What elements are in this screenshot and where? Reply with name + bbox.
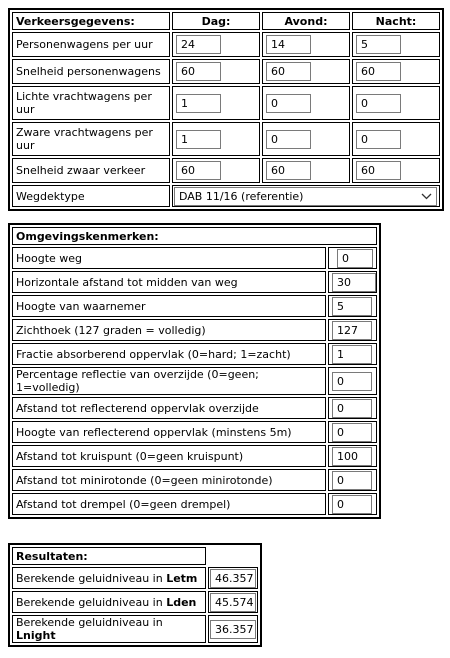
result-row-lden (12, 591, 258, 613)
absorbing-fraction-input[interactable] (332, 345, 372, 364)
result-label-prefix: Berekende geluidniveau in (16, 595, 163, 609)
result-label-unit: Letm (166, 571, 198, 585)
traffic-row-label: Personenwagens per uur (12, 32, 170, 57)
heavy-trucks-day-input[interactable] (176, 130, 221, 149)
heavy-speed-night-input[interactable] (356, 161, 401, 180)
result-value-letm: 46.357 (210, 569, 256, 588)
view-angle-input[interactable] (332, 321, 372, 340)
env-row-label: Fractie absorberend oppervlak (0=hard; 1=zacht) (12, 343, 326, 365)
heavy-speed-evening-input[interactable] (266, 161, 311, 180)
light-trucks-night-input[interactable] (356, 94, 401, 113)
result-label-prefix: Berekende geluidniveau in (16, 616, 163, 629)
env-row-label: Afstand tot drempel (0=geen drempel) (12, 493, 326, 515)
result-value-lnight: 36.357 (210, 620, 256, 639)
passenger-speed-night-input[interactable] (356, 62, 401, 81)
traffic-row-label: Lichte vrachtwagens per uur (12, 86, 170, 120)
result-label-prefix: Berekende geluidniveau in (16, 571, 163, 585)
roundabout-distance-input[interactable] (332, 471, 372, 490)
result-row-label (12, 591, 206, 613)
env-row-speed-bump-distance (12, 493, 377, 515)
reflecting-height-input[interactable] (332, 423, 372, 442)
environment-table (8, 223, 381, 519)
env-row-absorbing-fraction (12, 343, 377, 365)
traffic-data-table (8, 8, 444, 211)
light-trucks-evening-input[interactable] (266, 94, 311, 113)
light-trucks-day-input[interactable] (176, 94, 221, 113)
result-row-lnight (12, 615, 258, 643)
env-row-label: Afstand tot minirotonde (0=geen minirotonde) (12, 469, 326, 491)
speed-bump-distance-input[interactable] (332, 495, 372, 514)
environment-title: Omgevingskenmerken: (12, 227, 377, 245)
heavy-speed-day-input[interactable] (176, 161, 221, 180)
traffic-row-passenger-cars (12, 32, 440, 57)
env-row-observer-height (12, 295, 377, 317)
env-row-reflecting-distance (12, 397, 377, 419)
result-row-letm (12, 567, 258, 589)
results-table (8, 543, 262, 647)
observer-height-input[interactable] (332, 297, 372, 316)
column-header-day: Dag: (172, 12, 260, 30)
passenger-speed-day-input[interactable] (176, 62, 221, 81)
passenger-cars-day-input[interactable] (176, 35, 221, 54)
env-row-label: Hoogte van reflecterend oppervlak (minstens 5m) (12, 421, 326, 443)
traffic-row-heavy-speed (12, 158, 440, 183)
reflecting-distance-input[interactable] (332, 399, 372, 418)
env-row-label: Hoogte van waarnemer (12, 295, 326, 317)
env-row-reflection-percentage (12, 367, 377, 395)
env-row-label: Percentage reflectie van overzijde (0=geen; 1=volledig) (12, 367, 326, 395)
result-value-lden: 45.574 (210, 593, 256, 612)
result-label-unit: Lnight (16, 629, 56, 642)
env-row-intersection-distance (12, 445, 377, 467)
traffic-title: Verkeersgegevens: (12, 12, 170, 30)
env-row-label: Hoogte weg (12, 247, 326, 269)
road-surface-select[interactable] (174, 187, 437, 206)
env-row-roundabout-distance (12, 469, 377, 491)
env-row-horizontal-distance (12, 271, 377, 293)
road-height-input[interactable] (337, 249, 373, 268)
passenger-cars-night-input[interactable] (356, 35, 401, 54)
env-row-road-height (12, 247, 377, 269)
traffic-row-label: Zware vrachtwagens per uur (12, 122, 170, 156)
traffic-row-heavy-trucks (12, 122, 440, 156)
traffic-row-label: Snelheid personenwagens (12, 59, 170, 84)
heavy-trucks-evening-input[interactable] (266, 130, 311, 149)
traffic-row-light-trucks (12, 86, 440, 120)
env-row-view-angle (12, 319, 377, 341)
result-row-label (12, 615, 206, 643)
env-row-label: Zichthoek (127 graden = volledig) (12, 319, 326, 341)
column-header-evening: Avond: (262, 12, 350, 30)
env-row-label: Afstand tot reflecterend oppervlak overzijde (12, 397, 326, 419)
passenger-speed-evening-input[interactable] (266, 62, 311, 81)
result-row-label (12, 567, 206, 589)
traffic-row-passenger-speed (12, 59, 440, 84)
traffic-row-label: Snelheid zwaar verkeer (12, 158, 170, 183)
road-surface-label: Wegdektype (12, 185, 170, 207)
heavy-trucks-night-input[interactable] (356, 130, 401, 149)
env-row-label: Afstand tot kruispunt (0=geen kruispunt) (12, 445, 326, 467)
intersection-distance-input[interactable] (332, 447, 372, 466)
traffic-row-road-surface (12, 185, 440, 207)
reflection-percentage-input[interactable] (332, 372, 372, 391)
chevron-down-icon (421, 193, 432, 200)
env-row-reflecting-height (12, 421, 377, 443)
results-title: Resultaten: (12, 547, 206, 565)
env-row-label: Horizontale afstand tot midden van weg (12, 271, 326, 293)
column-header-night: Nacht: (352, 12, 440, 30)
road-surface-selected-value: DAB 11/16 (referentie) (179, 189, 304, 203)
passenger-cars-evening-input[interactable] (266, 35, 311, 54)
result-label-unit: Lden (166, 595, 197, 609)
horizontal-distance-input[interactable] (332, 273, 376, 292)
